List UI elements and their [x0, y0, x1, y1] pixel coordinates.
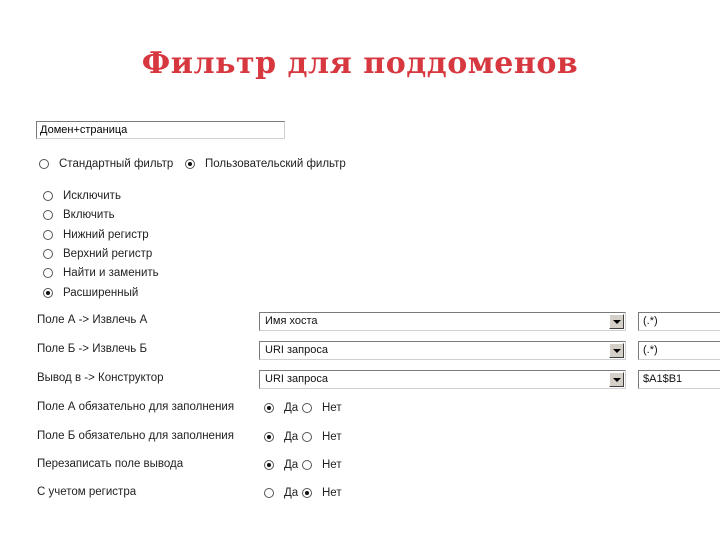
output-dropdown-button[interactable]: [609, 372, 624, 387]
required-b-yes[interactable]: [264, 431, 298, 443]
radio-custom-filter-label: Пользовательский фильтр: [205, 158, 346, 170]
radio-find-replace-dot[interactable]: [43, 268, 53, 278]
radio-custom-filter-dot[interactable]: [185, 159, 195, 169]
case-sensitive-no[interactable]: [302, 487, 342, 499]
output-label: Вывод в -> Конструктор: [37, 372, 164, 384]
radio-advanced-dot[interactable]: [43, 288, 53, 298]
radio-exclude-label: Исключить: [63, 190, 121, 202]
required-a-no-label: Нет: [322, 402, 342, 414]
field-b-label: Поле Б -> Извлечь Б: [37, 343, 148, 355]
radio-uppercase[interactable]: [43, 248, 152, 260]
output-pattern-input[interactable]: $A1$B1: [638, 370, 720, 389]
field-a-select-value: Имя хоста: [265, 315, 318, 327]
radio-standard-filter-label: Стандартный фильтр: [59, 158, 174, 170]
field-a-select[interactable]: [259, 312, 626, 331]
case-sensitive-yes-label: Да: [284, 487, 299, 499]
chevron-down-icon: [613, 320, 621, 324]
overwrite-label: Перезаписать поле вывода: [37, 458, 184, 470]
field-b-select-value: URI запроса: [265, 344, 328, 356]
radio-include-label: Включить: [63, 209, 115, 221]
filter-name-input[interactable]: [36, 121, 285, 139]
field-a-dropdown-button[interactable]: [609, 314, 624, 329]
case-sensitive-label: С учетом регистра: [37, 486, 137, 498]
chevron-down-icon: [613, 349, 621, 353]
field-b-dropdown-button[interactable]: [609, 343, 624, 358]
chevron-down-icon: [613, 378, 621, 382]
required-a-yes-label: Да: [284, 402, 299, 414]
case-sensitive-no-label: Нет: [322, 487, 342, 499]
required-b-label: Поле Б обязательно для заполнения: [37, 430, 234, 442]
radio-include-dot[interactable]: [43, 210, 53, 220]
field-b-pattern-input[interactable]: (.*): [638, 341, 720, 360]
output-select[interactable]: [259, 370, 626, 389]
case-sensitive-yes-dot[interactable]: [264, 488, 274, 498]
radio-lowercase[interactable]: [43, 229, 149, 241]
case-sensitive-no-dot[interactable]: [302, 488, 312, 498]
radio-uppercase-label: Верхний регистр: [63, 248, 153, 260]
page-title: Фильтр для поддоменов: [141, 46, 579, 81]
radio-find-replace[interactable]: [43, 267, 159, 279]
overwrite-yes-dot[interactable]: [264, 460, 274, 470]
required-a-no[interactable]: [302, 402, 342, 414]
overwrite-no-dot[interactable]: [302, 460, 312, 470]
field-a-label: Поле А -> Извлечь А: [37, 314, 148, 326]
radio-uppercase-dot[interactable]: [43, 249, 53, 259]
required-a-yes[interactable]: [264, 402, 298, 414]
field-b-select[interactable]: [259, 341, 626, 360]
required-b-no-label: Нет: [322, 431, 342, 443]
case-sensitive-yes[interactable]: [264, 487, 298, 499]
overwrite-yes[interactable]: [264, 459, 298, 471]
field-a-pattern-input[interactable]: (.*): [638, 312, 720, 331]
radio-exclude[interactable]: [43, 190, 121, 202]
radio-exclude-dot[interactable]: [43, 191, 53, 201]
overwrite-no-label: Нет: [322, 459, 342, 471]
output-select-value: URI запроса: [265, 373, 328, 385]
radio-find-replace-label: Найти и заменить: [63, 267, 159, 279]
radio-standard-filter[interactable]: [39, 158, 173, 170]
required-a-label: Поле А обязательно для заполнения: [37, 401, 235, 413]
radio-lowercase-dot[interactable]: [43, 230, 53, 240]
radio-advanced-label: Расширенный: [63, 287, 139, 299]
overwrite-no[interactable]: [302, 459, 342, 471]
radio-include[interactable]: [43, 209, 115, 221]
required-b-no-dot[interactable]: [302, 432, 312, 442]
radio-lowercase-label: Нижний регистр: [63, 229, 149, 241]
required-b-no[interactable]: [302, 431, 342, 443]
required-a-no-dot[interactable]: [302, 403, 312, 413]
required-a-yes-dot[interactable]: [264, 403, 274, 413]
required-b-yes-dot[interactable]: [264, 432, 274, 442]
radio-custom-filter[interactable]: [185, 158, 346, 170]
radio-advanced[interactable]: [43, 287, 138, 299]
required-b-yes-label: Да: [284, 431, 299, 443]
overwrite-yes-label: Да: [284, 459, 299, 471]
radio-standard-filter-dot[interactable]: [39, 159, 49, 169]
